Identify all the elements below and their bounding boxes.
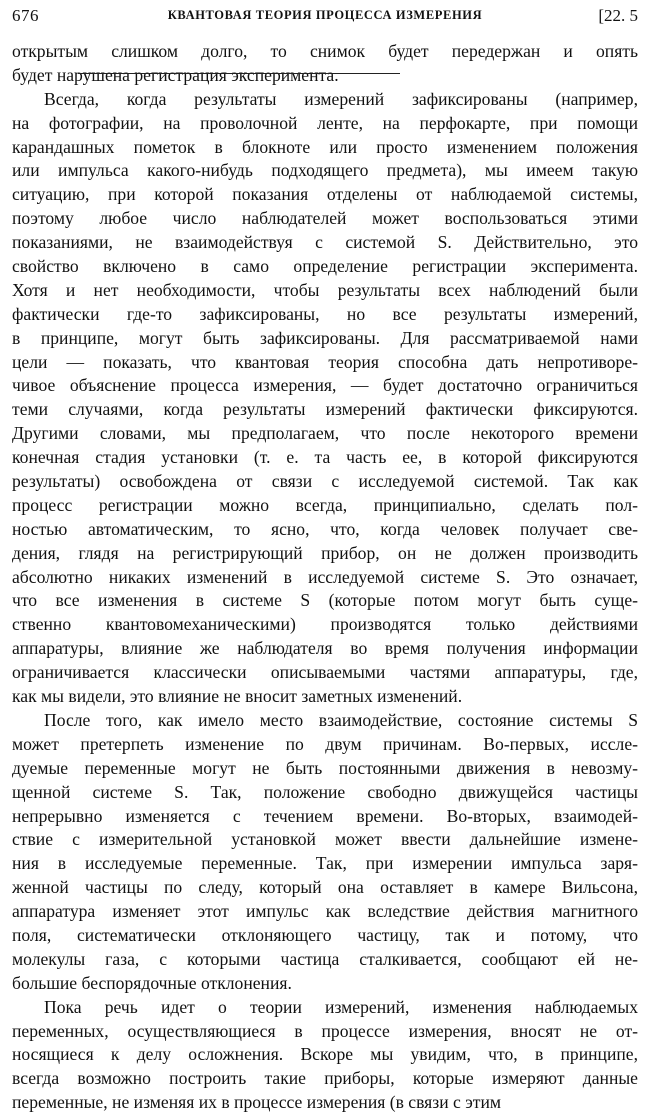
text-line: ния в исследуемые переменные. Так, при измерении импульса заря- xyxy=(12,853,638,874)
page-number: 676 xyxy=(12,6,39,25)
text-line: ситуацию, при которой показания отделены от наблюдаемой системы, xyxy=(12,184,638,205)
text-line: фактически где-то зафиксированы, но все результаты измерений, xyxy=(12,303,638,324)
text-line: ствие с измерительной установкой может ввести дальнейшие измене- xyxy=(12,829,638,850)
text-line: Другими словами, мы предполагаем, что после некоторого времени xyxy=(12,423,638,444)
text-line: После того, как имело место взаимодействие, состояние системы S xyxy=(44,709,638,730)
text-line: женной частицы по следу, который она оставляет в камере Вильсона, xyxy=(12,877,638,898)
body-text xyxy=(12,40,638,1115)
text-line: конечная стадия установки (т. е. та часть ее, в которой фиксируются xyxy=(12,447,638,468)
text-line: большие беспорядочные отклонения. xyxy=(12,972,292,993)
paragraph xyxy=(12,996,638,1115)
text-line: Хотя и нет необходимости, чтобы результаты всех наблюдений были xyxy=(12,279,638,300)
paragraph xyxy=(12,88,638,709)
page-header xyxy=(12,6,638,26)
text-line: процесс регистрации можно всегда, принципиально, сделать пол- xyxy=(12,494,638,515)
text-line: ограничивается классически описываемыми частями аппаратуры, где, xyxy=(12,662,638,683)
section-number: [22. 5 xyxy=(598,6,638,25)
text-line: всегда возможно построить такие приборы, которые измеряют данные xyxy=(12,1068,638,1089)
text-line: как мы видели, это влияние не вносит заметных изменений. xyxy=(12,686,463,707)
text-line: открытым слишком долго, то снимок будет передержан и опять xyxy=(12,41,638,61)
text-line: переменные, не изменяя их в процессе измерения (в связи с этим xyxy=(12,1092,502,1113)
text-line: щенной системе S. Так, положение свободно движущейся частицы xyxy=(12,781,638,802)
text-line: чивое объяснение процесса измерения, — будет достаточно ограничиться xyxy=(12,375,638,396)
text-line: Пока речь идет о теории измерений, изменения наблюдаемых xyxy=(44,996,638,1017)
text-line: аппаратуры, влияние же наблюдателя во время получения информации xyxy=(12,638,638,659)
paragraph xyxy=(12,709,638,996)
text-line: ственно квантовомеханическими) производятся только действиями xyxy=(12,614,638,635)
text-line: что все изменения в системе S (которые потом могут быть суще- xyxy=(12,590,638,611)
text-line: Всегда, когда результаты измерений зафиксированы (например, xyxy=(44,88,638,109)
text-line: свойство включено в само определение регистрации эксперимента. xyxy=(12,256,638,277)
text-line: ностью автоматическим, то ясно, что, когда человек получает све- xyxy=(12,518,638,539)
text-line: теми случаями, когда результаты измерений фактически фиксируются. xyxy=(12,399,638,420)
strikethrough-mark xyxy=(78,73,400,74)
text-line: может претерпеть изменение по двум причинам. Во-первых, иссле- xyxy=(12,733,638,754)
text-line: в принципе, могут быть зафиксированы. Для рассматриваемой нами xyxy=(12,327,638,348)
text-line: результаты) освобождена от связи с исследуемой системой. Так как xyxy=(12,471,638,492)
text-line: на фотографии, на проволочной ленте, на перфокарте, при помощи xyxy=(12,112,638,133)
text-line: молекулы газа, с которыми частица сталкивается, сообщают ей не- xyxy=(12,948,638,969)
running-title: КВАНТОВАЯ ТЕОРИЯ ПРОЦЕССА ИЗМЕРЕНИЯ xyxy=(167,8,483,22)
text-line: поля, систематически отклоняющего частицу, так и потому, что xyxy=(12,924,638,945)
text-line: показаниями, не взаимодействуя с системой S. Действительно, это xyxy=(12,232,638,253)
text-line: дуемые переменные могут не быть постоянными движения в невозму- xyxy=(12,757,638,778)
text-line: цели — показать, что квантовая теория способна дать непротиворе- xyxy=(12,351,638,372)
text-line: дения, глядя на регистрирующий прибор, он не должен производить xyxy=(12,542,638,563)
text-line: поэтому любое число наблюдателей может воспользоваться этими xyxy=(12,208,638,229)
text-line: аппаратура изменяет этот импульс как вследствие действия магнитного xyxy=(12,901,638,922)
text-line: непрерывно изменяется с течением времени. Во-вторых, взаимодей- xyxy=(12,805,638,826)
text-line: абсолютно никаких изменений в исследуемой системе S. Это означает, xyxy=(12,566,638,587)
text-line: карандашных пометок в блокноте или просто изменением положения xyxy=(12,136,638,157)
paragraph xyxy=(12,40,638,88)
text-line: будет нарушена регистрация эксперимента. xyxy=(12,64,638,88)
text-line: переменных, осуществляющиеся в процессе измерения, вносят не от- xyxy=(12,1020,638,1041)
text-line: или импульса какого-нибудь подходящего предмета), мы имеем такую xyxy=(12,160,638,181)
text-line: носящиеся к делу осложнения. Вскоре мы увидим, что, в принципе, xyxy=(12,1044,638,1065)
